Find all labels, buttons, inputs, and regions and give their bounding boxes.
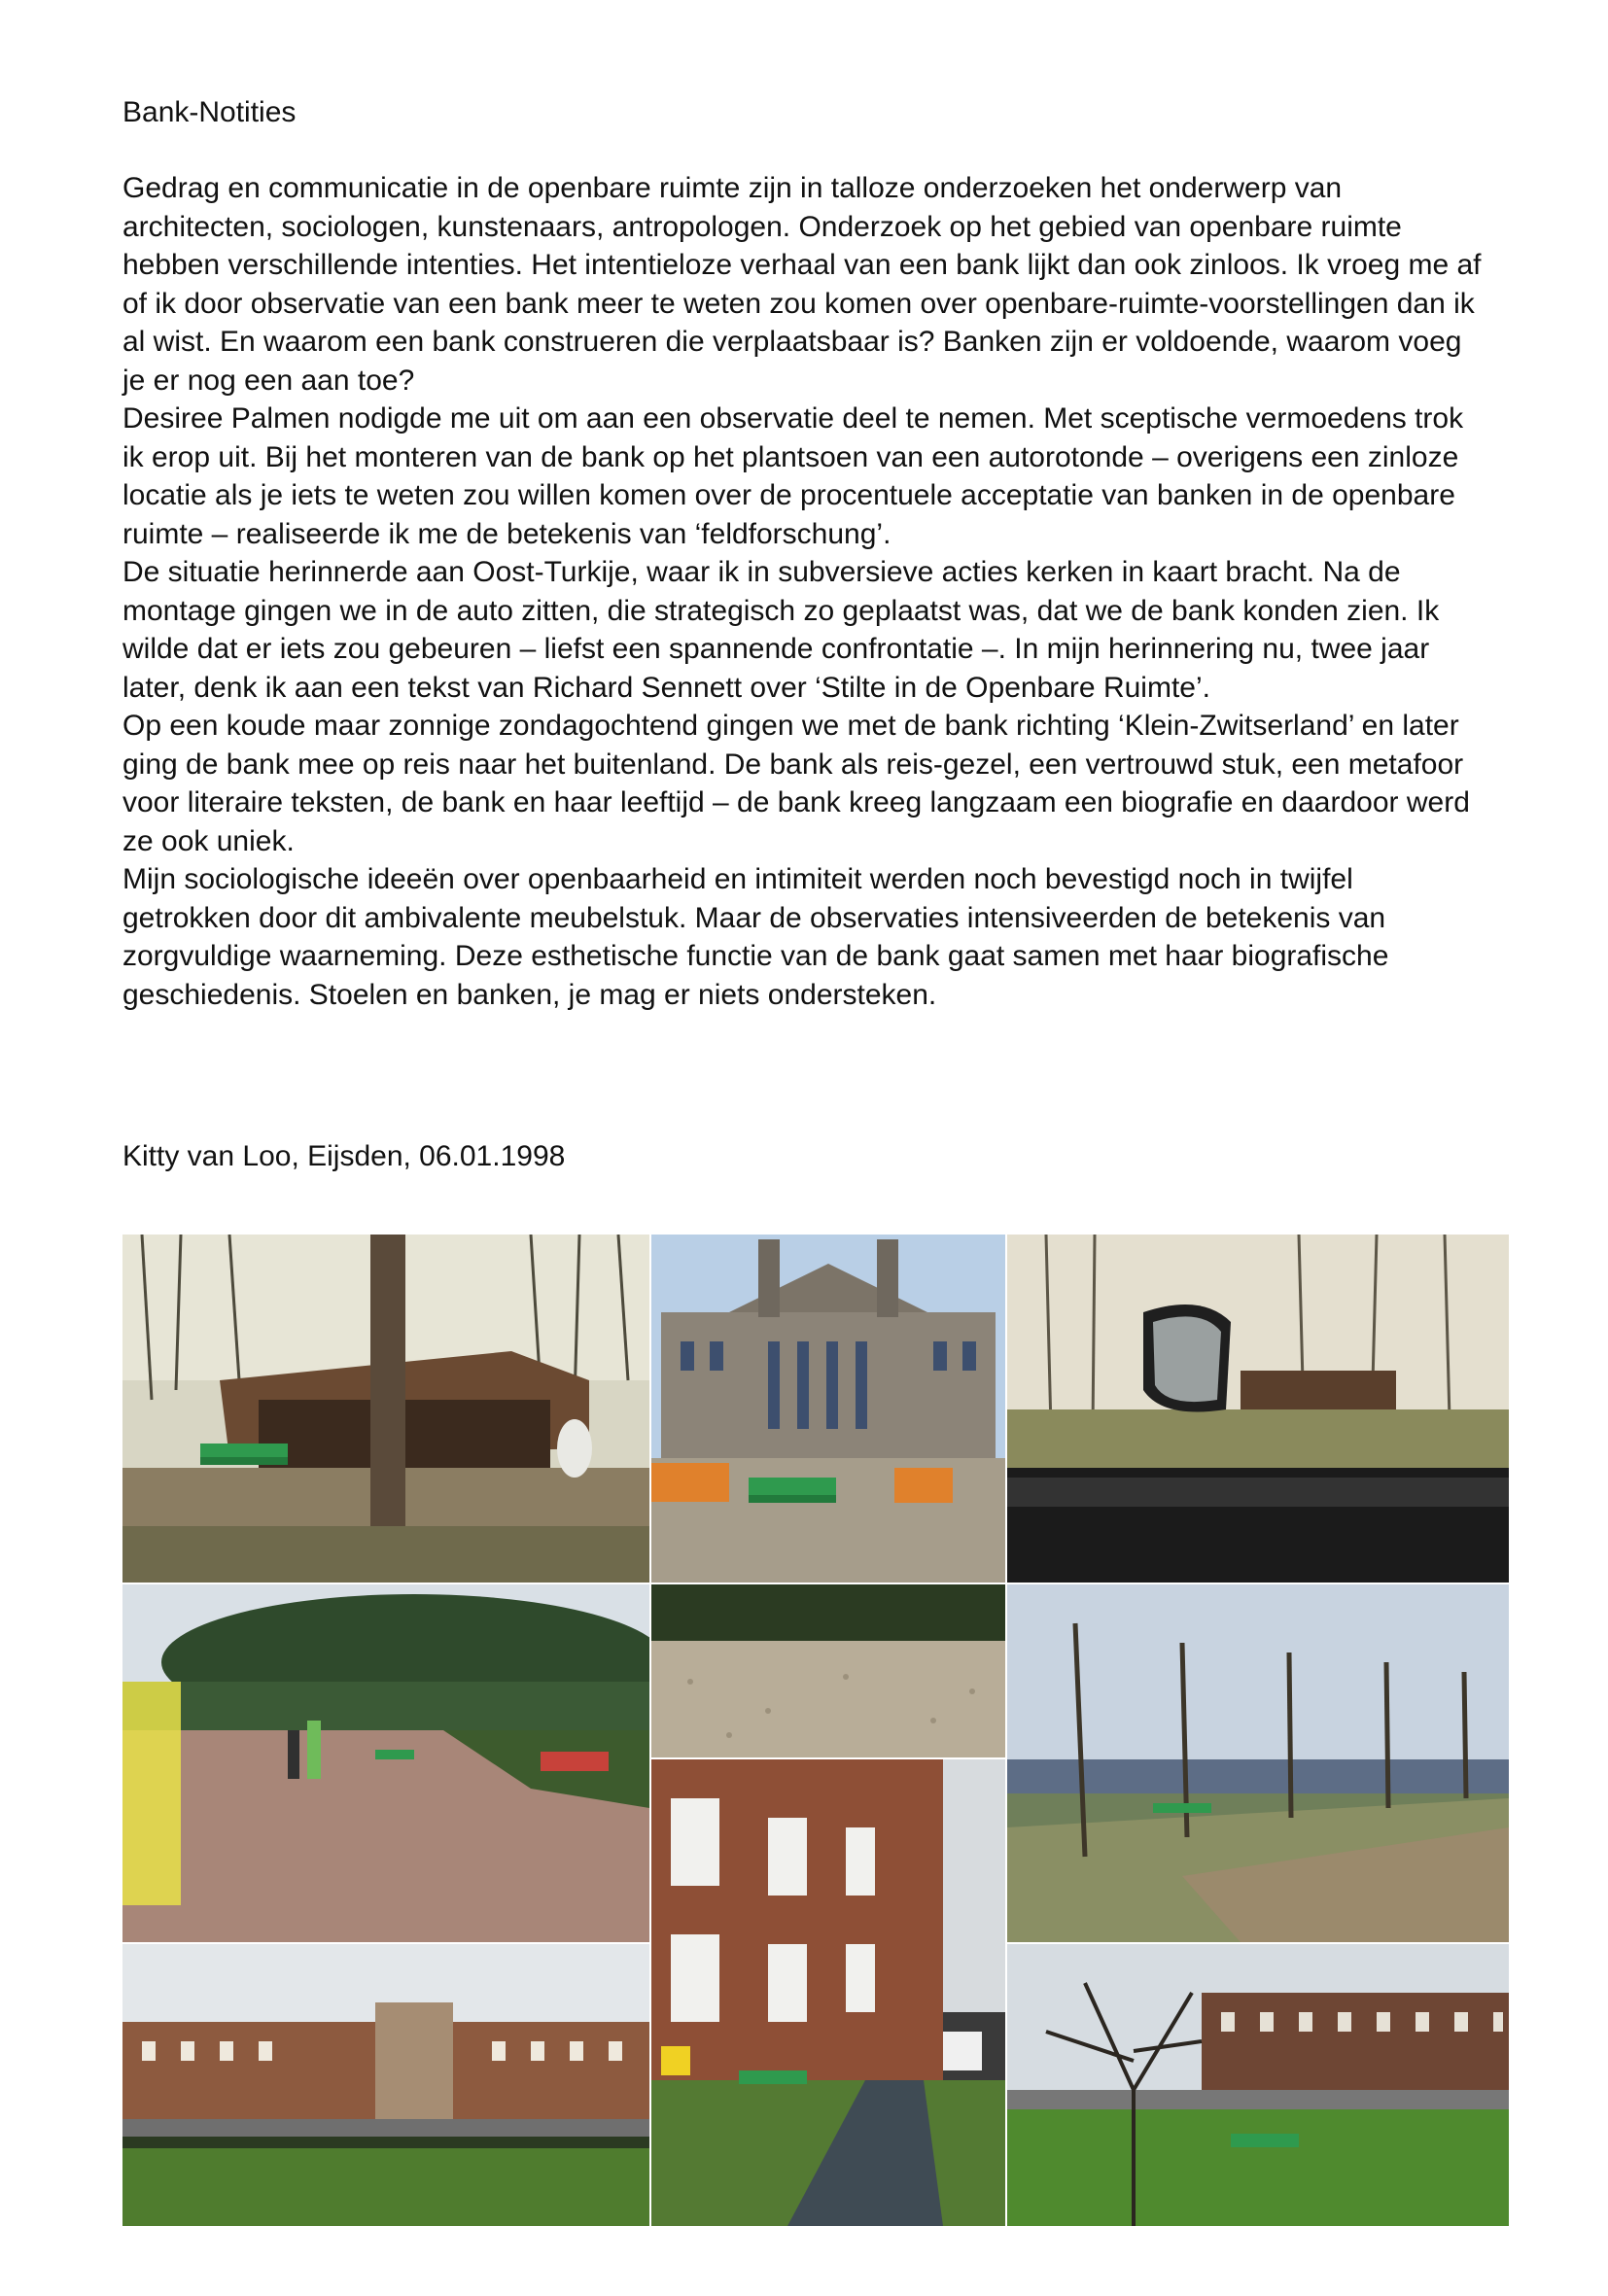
photo-reichstag <box>651 1235 1005 1583</box>
paragraph: Op een koude maar zonnige zondagochtend gingen we met de bank richting ‘Klein-Zwitserland’ en later ging de bank mee op reis naar het buitenland. De bank als reis-gezel, een vertrouwd stuk, een metafoor voor literaire teksten, de bank en haar leeftijd – de bank kreeg langzaam een biografie en daardoor werd ze ook uniek. <box>122 710 1470 857</box>
body-text <box>122 169 1484 1014</box>
photo-car-window <box>1007 1235 1509 1583</box>
photo-riverside <box>1007 1584 1509 1942</box>
paragraph: Mijn sociologische ideeën over openbaarheid en intimiteit werden noch bevestigd noch in twijfel getrokken door dit ambivalente meubelstuk. Maar de observaties intensiveerden de betekenis van zorgvuldige waarneming. Deze esthetische functie van de bank gaat samen met haar biografische geschiedenis. Stoelen en banken, je mag er niets ondersteken. <box>122 863 1389 1011</box>
paragraph: Desiree Palmen nodigde me uit om aan een observatie deel te nemen. Met sceptische vermoedens trok ik erop uit. Bij het monteren van de bank op het plantsoen van een autorotonde – overigens een zinloze locatie als je iets te weten zou willen komen over de procentuele acceptatie van banken in de openbare ruimte – realiseerde ik me de betekenis van ‘feldforschung’. <box>122 402 1464 550</box>
paragraph: De situatie herinnerde aan Oost-Turkije, waar ik in subversieve acties kerken in kaart bracht. Na de montage gingen we in de auto zitten, die strategisch zo geplaatst was, dat we de bank konden zien. Ik wilde dat er iets zou gebeuren – liefst een spannende confrontatie –. In mijn herinnering nu, twee jaar later, denk ik aan een tekst van Richard Sennett over ‘Stilte in de Openbare Ruimte’. <box>122 556 1440 704</box>
photo-park-path <box>122 1584 649 1942</box>
photo-gravel-hedge <box>651 1584 1005 1757</box>
document-title: Bank-Notities <box>122 96 297 128</box>
paragraph: Gedrag en communicatie in de openbare ruimte zijn in talloze onderzoeken het onderwerp van architecten, sociologen, kunstenaars, antropologen. Onderzoek op het gebied van openbare ruimte hebben verschillende intenties. Het intentieloze verhaal van een bank lijkt dan ook zinloos. Ik vroeg me af of ik door observatie van een bank meer te weten zou komen over openbare-ruimte-voorstellingen dan ik al wist. En waarom een bank construeren die verplaatsbaar is? Banken zijn er voldoende, waarom voeg je er nog een aan toe? <box>122 172 1482 397</box>
photo-square-tree <box>1007 1944 1509 2226</box>
photo-brick-building <box>651 1759 1005 2226</box>
photo-forest-shelter <box>122 1235 649 1583</box>
photo-townhouses <box>122 1944 649 2226</box>
signature: Kitty van Loo, Eijsden, 06.01.1998 <box>122 1140 566 1172</box>
